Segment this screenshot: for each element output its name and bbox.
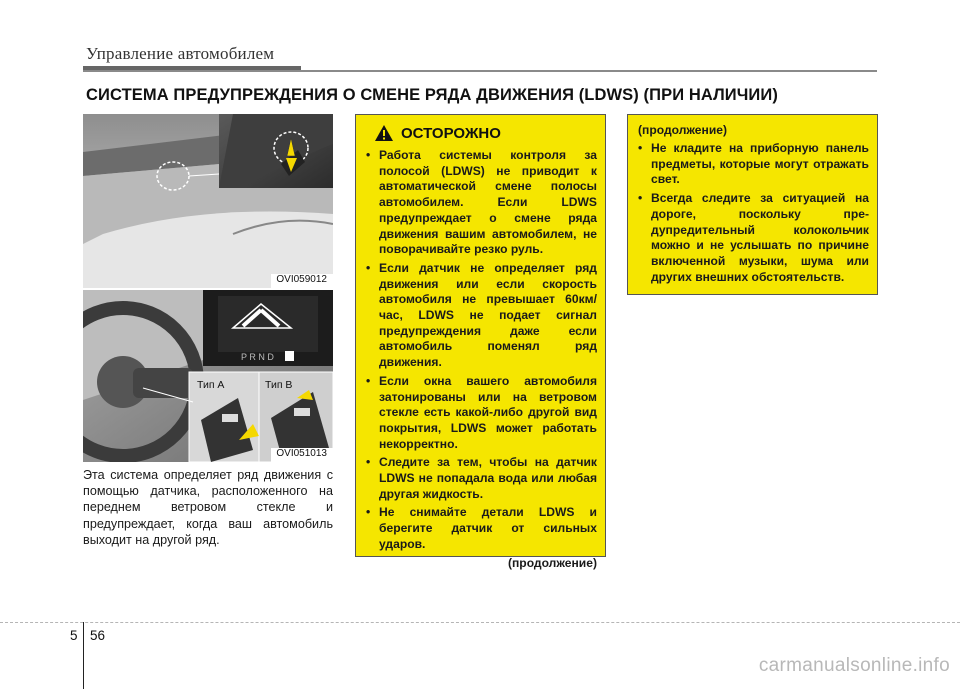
- description-text: Эта система определяет ряд движения с помощью датчика, расположенного на переднем ветровом стекле и предупреждает, когда ваш автомобиль выходит на другой ряд.: [83, 468, 333, 547]
- continued-label: (продолжение): [507, 555, 597, 570]
- figure-code-bottom: OVI051013: [276, 448, 327, 459]
- watermark: carmanualsonline.info: [758, 655, 950, 676]
- caution-header: [356, 115, 605, 142]
- caution-item: • Следите за тем, чтобы на датчик LDWS не попадала вода или любая другая жидкость.: [356, 455, 605, 502]
- figure-code-top: OVI059012: [276, 274, 327, 285]
- caution-item: • Не кладите на приборную панель предметы, которые могут отражать свет.: [628, 141, 877, 188]
- warning-triangle-icon: [374, 124, 394, 142]
- caution-item: • Всегда следите за ситуацией на дороге, поскольку пре- дупредительный колокольчик можно и не услышать по причине включенной музыки, шума или других внешних обстоятельств.: [628, 191, 877, 285]
- windshield-sensor-photo: [83, 114, 333, 288]
- type-b-label: Тип B: [265, 379, 293, 391]
- page-number: 56: [90, 628, 106, 643]
- caution-list: [356, 148, 605, 553]
- caution-item: • Работа системы контроля за полосой (LDWS) не приводит к автоматической смене полосы автомобилем. Если LDWS предупреждает о смене ряда движения вашим автомобилем, не поворачивайте резко руль.: [356, 148, 605, 258]
- chapter-title: Управление автомобилем: [86, 44, 275, 63]
- footer-divider: [83, 622, 84, 689]
- caution-box: [355, 114, 606, 570]
- caution-item: • Если датчик не определяет ряд движения или если скорость автомобиля не превышает 60км/час, LDWS не подает сигнал предупреждения даже если автомобиль поменял ряд движения.: [356, 261, 605, 371]
- type-a-label: Тип A: [197, 379, 225, 391]
- caution-title: ОСТОРОЖНО: [401, 124, 501, 142]
- continued-label-top: (продолжение): [638, 123, 728, 137]
- caution-box-continued: [627, 114, 878, 295]
- section-number: 5: [70, 628, 78, 643]
- header-rule: [83, 70, 877, 72]
- steering-switch-photo: [83, 290, 333, 462]
- gear-indicator: P R N D: [241, 352, 274, 362]
- footer-rule: [0, 622, 960, 623]
- section-title: СИСТЕМА ПРЕДУПРЕЖДЕНИЯ О СМЕНЕ РЯДА ДВИЖЕНИЯ (LDWS) (ПРИ НАЛИЧИИ): [86, 86, 778, 104]
- caution-item: • Не снимайте детали LDWS и берегите датчик от сильных ударов.: [356, 505, 605, 552]
- caution-list-continued: [628, 141, 877, 285]
- caution-item: • Если окна вашего автомобиля затонированы или на ветровом стекле есть какой-либо другой вид покрытия, LDWS может работать некорректно.: [356, 374, 605, 453]
